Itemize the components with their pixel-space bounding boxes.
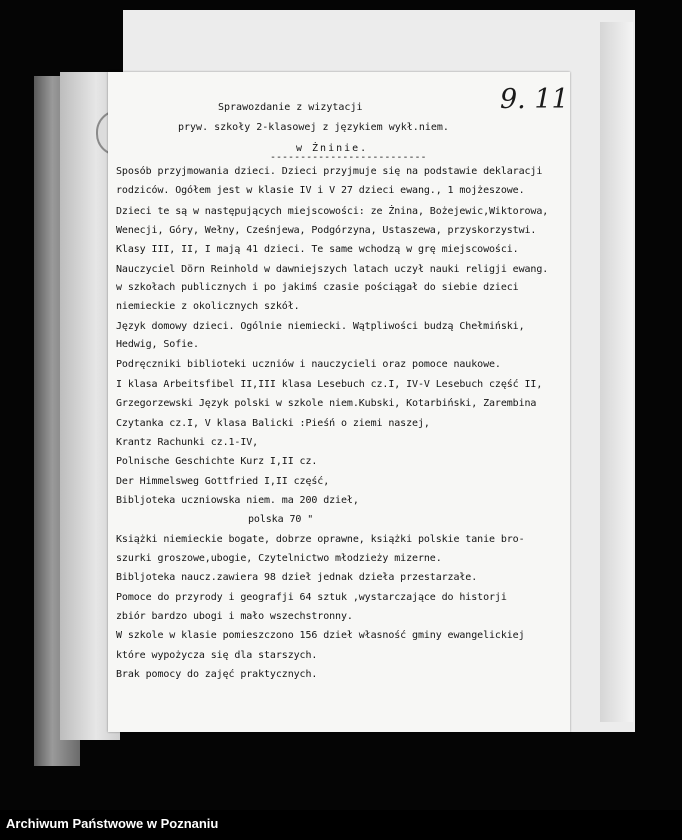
body-line: Bibljoteka uczniowska niem. ma 200 dzieł, — [116, 495, 359, 506]
body-line: niemieckie z okolicznych szkół. — [116, 301, 300, 312]
body-line: Język domowy dzieci. Ogólnie niemiecki. Wątpliwości budzą Chełmiński, — [116, 321, 525, 332]
body-line: Dzieci te są w następujących miejscowości: ze Żnina, Bożejewic,Wiktorowa, — [116, 206, 549, 217]
body-line: Bibljoteka naucz.zawiera 98 dzieł jednak dzieła przestarzałe. — [116, 572, 478, 583]
body-line: Czytanka cz.I, V klasa Balicki :Pieśń o ziemi naszej, — [116, 418, 430, 429]
body-line: Sposób przyjmowania dzieci. Dzieci przyjmuje się na podstawie deklaracji — [116, 166, 543, 177]
body-line: Krantz Rachunki cz.1-IV, — [116, 437, 259, 448]
body-line: Nauczyciel Dörn Reinhold w dawniejszych latach uczył nauki religji ewang. — [116, 264, 549, 275]
body-line: Pomoce do przyrody i geografji 64 sztuk ,wystarczające do historji — [116, 592, 507, 603]
body-line: Książki niemieckie bogate, dobrze oprawne, książki polskie tanie bro- — [116, 534, 525, 545]
body-line: W szkole w klasie pomieszczono 156 dzieł własność gminy ewangelickiej — [116, 630, 525, 641]
title-underline: -------------------------- — [270, 152, 427, 163]
body-line: zbiór bardzo ubogi i mało wszechstronny. — [116, 611, 353, 622]
body-line: szurki groszowe,ubogie, Czytelnictwo młodzieży mizerne. — [116, 553, 442, 564]
document-page — [108, 72, 570, 732]
archive-name: Archiwum Państwowe w Poznaniu — [6, 816, 219, 831]
body-line: Brak pomocy do zajęć praktycznych. — [116, 669, 318, 680]
document-title-line-3: w Żninie. — [296, 143, 369, 154]
body-line: Polnische Geschichte Kurz I,II cz. — [116, 456, 318, 467]
body-line: Podręczniki biblioteki uczniów i nauczycieli oraz pomoce naukowe. — [116, 359, 501, 370]
body-line: Grzegorzewski Język polski w szkole niem.Kubski, Kotarbiński, Zarembina — [116, 398, 537, 409]
page-number: 9. 11 — [500, 84, 569, 115]
body-line: Hedwig, Sofie. — [116, 339, 199, 350]
body-line: I klasa Arbeitsfibel II,III klasa Lesebuch cz.I, IV-V Lesebuch część II, — [116, 379, 543, 390]
document-title-line-1: Sprawozdanie z wizytacji — [218, 102, 363, 113]
body-line: Klasy III, II, I mają 41 dzieci. Te same wchodzą w grę miejscowości. — [116, 244, 519, 255]
body-line: polska 70 " — [248, 514, 314, 525]
body-line: Der Himmelsweg Gottfried I,II część, — [116, 476, 330, 487]
body-line: w szkołach publicznych i po jakimś czasie pościągał do siebie dzieci — [116, 282, 519, 293]
document-title-line-2: pryw. szkoły 2-klasowej z językiem wykł.niem. — [178, 122, 449, 133]
body-line: rodziców. Ogółem jest w klasie IV i V 27 dzieci ewang., 1 mojżeszowe. — [116, 185, 525, 196]
back-sheet-edge — [600, 22, 633, 722]
body-line: Wenecji, Góry, Wełny, Cześnjewa, Podgórzyna, Ustaszewa, przyskorzystwi. — [116, 225, 537, 236]
body-line: które wypożycza się dla starszych. — [116, 650, 318, 661]
